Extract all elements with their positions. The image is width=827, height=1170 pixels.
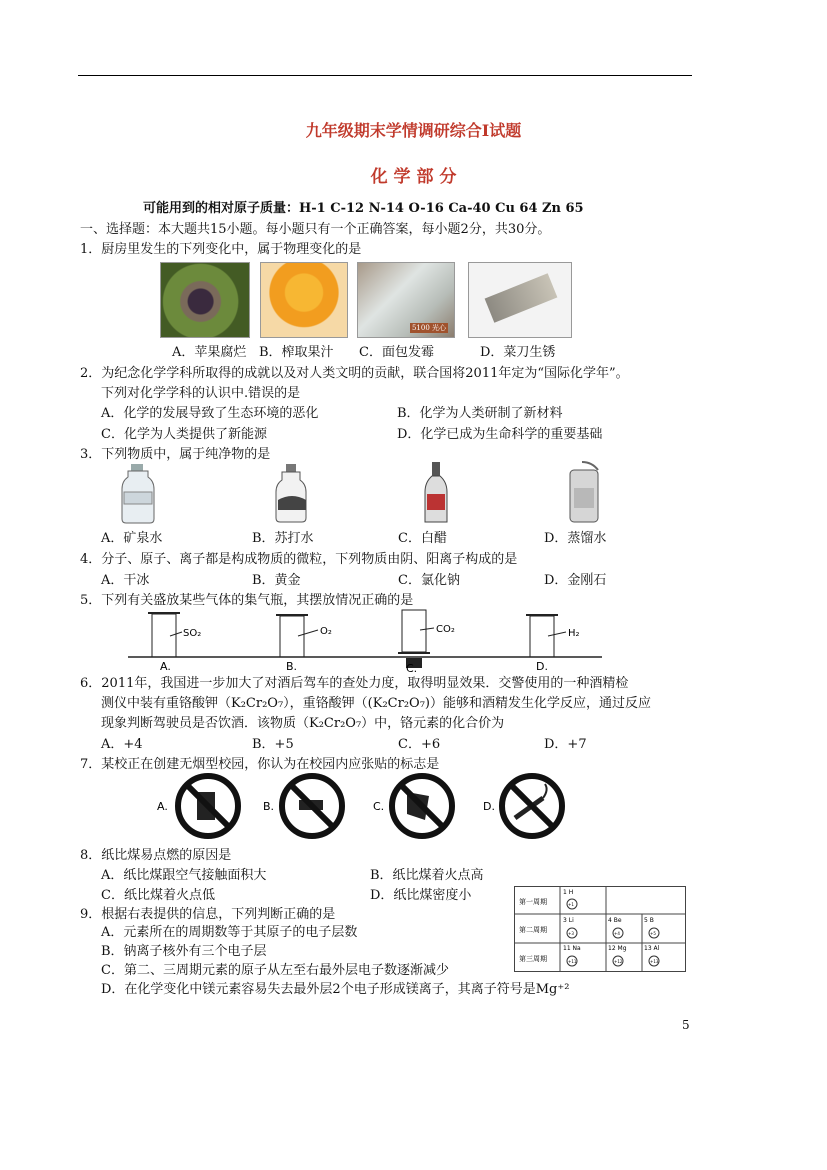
gas-jar-a <box>148 613 201 673</box>
cell-al: 13 Al <box>644 945 660 952</box>
q3-option-a: A．矿泉水 <box>101 531 163 546</box>
q1-photo-knife <box>468 262 572 338</box>
gas-label-a: SO₂ <box>183 628 202 639</box>
q9-periodic-table <box>514 886 686 972</box>
section-heading: 一、选择题：本大题共15小题。每小题只有一个正确答案，每小题2分，共30分。 <box>80 222 551 237</box>
q1-photo-apple <box>160 262 250 338</box>
q6-line-1: 6．2011年，我国进一步加大了对酒后驾车的查处力度，取得明显效果．交警使用的一种酒精检 <box>80 676 629 691</box>
q2-option-c: C．化学为人类提供了新能源 <box>101 427 267 442</box>
q4-option-a: A．干冰 <box>101 573 150 588</box>
cell-b: 5 B <box>644 917 654 924</box>
q8-option-b: B．纸比煤着火点高 <box>370 868 484 883</box>
q1-option-d: D．菜刀生锈 <box>480 345 556 360</box>
q3-option-c: C．白醋 <box>398 531 447 546</box>
svg-text:A.: A. <box>157 800 168 813</box>
q3-distilled-water-bottle <box>562 460 606 526</box>
exam-title: 九年级期末学情调研综合Ⅰ试题 <box>305 121 522 140</box>
q6-line-3: 现象判断驾驶员是否饮酒．该物质（K₂Cr₂O₇）中，铬元素的化合价为 <box>101 716 505 731</box>
svg-text:+3: +3 <box>568 931 574 936</box>
q9-option-d: D．在化学变化中镁元素容易失去最外层2个电子形成镁离子，其离子符号是Mg⁺² <box>101 982 570 997</box>
header-rule <box>78 75 692 76</box>
q1-option-b: B．榨取果汁 <box>259 345 334 360</box>
svg-text:+1: +1 <box>568 902 574 907</box>
svg-text:+11: +11 <box>568 959 577 964</box>
q6-line-2: 测仪中装有重铬酸钾（K₂Cr₂O₇），重铬酸钾（(K₂Cr₂O₇)）能够和酒精发生化学反应，通过反应 <box>101 696 651 711</box>
jar-label-a: A. <box>160 660 171 673</box>
jar-label-b: B. <box>286 660 298 673</box>
sign-b-no-fire <box>263 776 342 836</box>
cell-be: 4 Be <box>608 917 622 924</box>
q7-signs <box>155 770 575 842</box>
q2-stem: 2．为纪念化学学科所取得的成就以及对人类文明的贡献，联合国将2011年定为“国际化学年”。 <box>80 366 629 381</box>
q4-option-d: D．金刚石 <box>544 573 607 588</box>
q9-option-b: B．钠离子核外有三个电子层 <box>101 944 267 959</box>
q2-stem-2: 下列对化学学科的认识中.错误的是 <box>101 386 301 401</box>
svg-text:+4: +4 <box>614 931 620 936</box>
sign-a-no-oil-drums <box>157 776 238 836</box>
q8-stem: 8．纸比煤易点燃的原因是 <box>80 848 232 863</box>
jar-label-c: C. <box>406 662 418 675</box>
svg-text:+13: +13 <box>650 959 659 964</box>
svg-text:C.: C. <box>373 800 385 813</box>
gas-label-b: O₂ <box>320 626 332 637</box>
q1-stem: 1．厨房里发生的下列变化中，属于物理变化的是 <box>80 242 362 257</box>
gas-jar-b <box>276 615 332 673</box>
svg-text:B.: B. <box>263 800 275 813</box>
q4-option-c: C．氯化钠 <box>398 573 460 588</box>
q3-option-b: B．苏打水 <box>252 531 314 546</box>
q9-stem: 9．根据右表提供的信息，下列判断正确的是 <box>80 907 336 922</box>
gas-label-c: CO₂ <box>436 624 455 635</box>
q1-photo-bread <box>357 262 455 338</box>
q5-stem: 5．下列有关盛放某些气体的集气瓶，其摆放情况正确的是 <box>80 593 414 608</box>
q3-soda-water-bottle <box>270 462 314 524</box>
q8-option-c: C．纸比煤着火点低 <box>101 888 215 903</box>
period-3-label: 第三周期 <box>519 955 547 963</box>
q8-option-a: A．纸比煤跟空气接触面积大 <box>101 868 267 883</box>
q3-mineral-water-bottle <box>118 462 158 524</box>
q1-photo-watermark: 5100 光心 <box>411 324 446 332</box>
q5-gas-jars-diagram <box>120 606 610 678</box>
q8-option-d: D．纸比煤密度小 <box>370 888 472 903</box>
atomic-masses: 可能用到的相对原子质量：H-1 C-12 N-14 O-16 Ca-40 Cu 64 Zn 65 <box>143 201 584 216</box>
svg-text:+12: +12 <box>614 959 623 964</box>
q9-option-c: C．第二、三周期元素的原子从左至右最外层电子数逐渐减少 <box>101 963 449 978</box>
q6-option-b: B．+5 <box>252 737 294 752</box>
cell-li: 3 Li <box>563 917 574 924</box>
svg-text:D.: D. <box>483 800 495 813</box>
q6-option-a: A．+4 <box>101 737 143 752</box>
cell-na: 11 Na <box>563 945 581 952</box>
q6-option-d: D．+7 <box>544 737 587 752</box>
q6-option-c: C．+6 <box>398 737 441 752</box>
q2-option-a: A．化学的发展导致了生态环境的恶化 <box>101 406 319 421</box>
q3-vinegar-bottle <box>423 460 449 526</box>
q3-stem: 3．下列物质中，属于纯净物的是 <box>80 447 271 462</box>
svg-text:+5: +5 <box>650 931 656 936</box>
cell-mg: 12 Mg <box>608 945 627 952</box>
q1-photo-juice <box>260 262 348 338</box>
page-number: 5 <box>682 1018 690 1032</box>
q2-option-b: B．化学为人类研制了新材料 <box>397 406 563 421</box>
section-subtitle: 化 学 部 分 <box>370 167 457 187</box>
q7-stem: 7．某校正在创建无烟型校园，你认为在校园内应张贴的标志是 <box>80 757 440 772</box>
knife-blade <box>485 273 558 323</box>
jar-label-d: D. <box>536 660 548 673</box>
period-2-label: 第二周期 <box>519 926 547 934</box>
sign-d-no-smoking <box>483 776 562 836</box>
q3-option-d: D．蒸馏水 <box>544 531 607 546</box>
q1-option-a: A．苹果腐烂 <box>172 345 247 360</box>
cell-h: 1 H <box>563 889 574 896</box>
q1-option-c: C．面包发霉 <box>359 345 434 360</box>
sign-c-no-pollution <box>373 776 452 836</box>
gas-label-d: H₂ <box>568 628 580 639</box>
q4-option-b: B．黄金 <box>252 573 301 588</box>
period-1-label: 第一周期 <box>519 898 547 906</box>
q4-stem: 4．分子、原子、离子都是构成物质的微粒，下列物质由阴、阳离子构成的是 <box>80 552 518 567</box>
gas-jar-c <box>398 610 455 675</box>
gas-jar-d <box>526 615 580 673</box>
q9-option-a: A．元素所在的周期数等于其原子的电子层数 <box>101 925 358 940</box>
q2-option-d: D．化学已成为生命科学的重要基础 <box>397 427 603 442</box>
